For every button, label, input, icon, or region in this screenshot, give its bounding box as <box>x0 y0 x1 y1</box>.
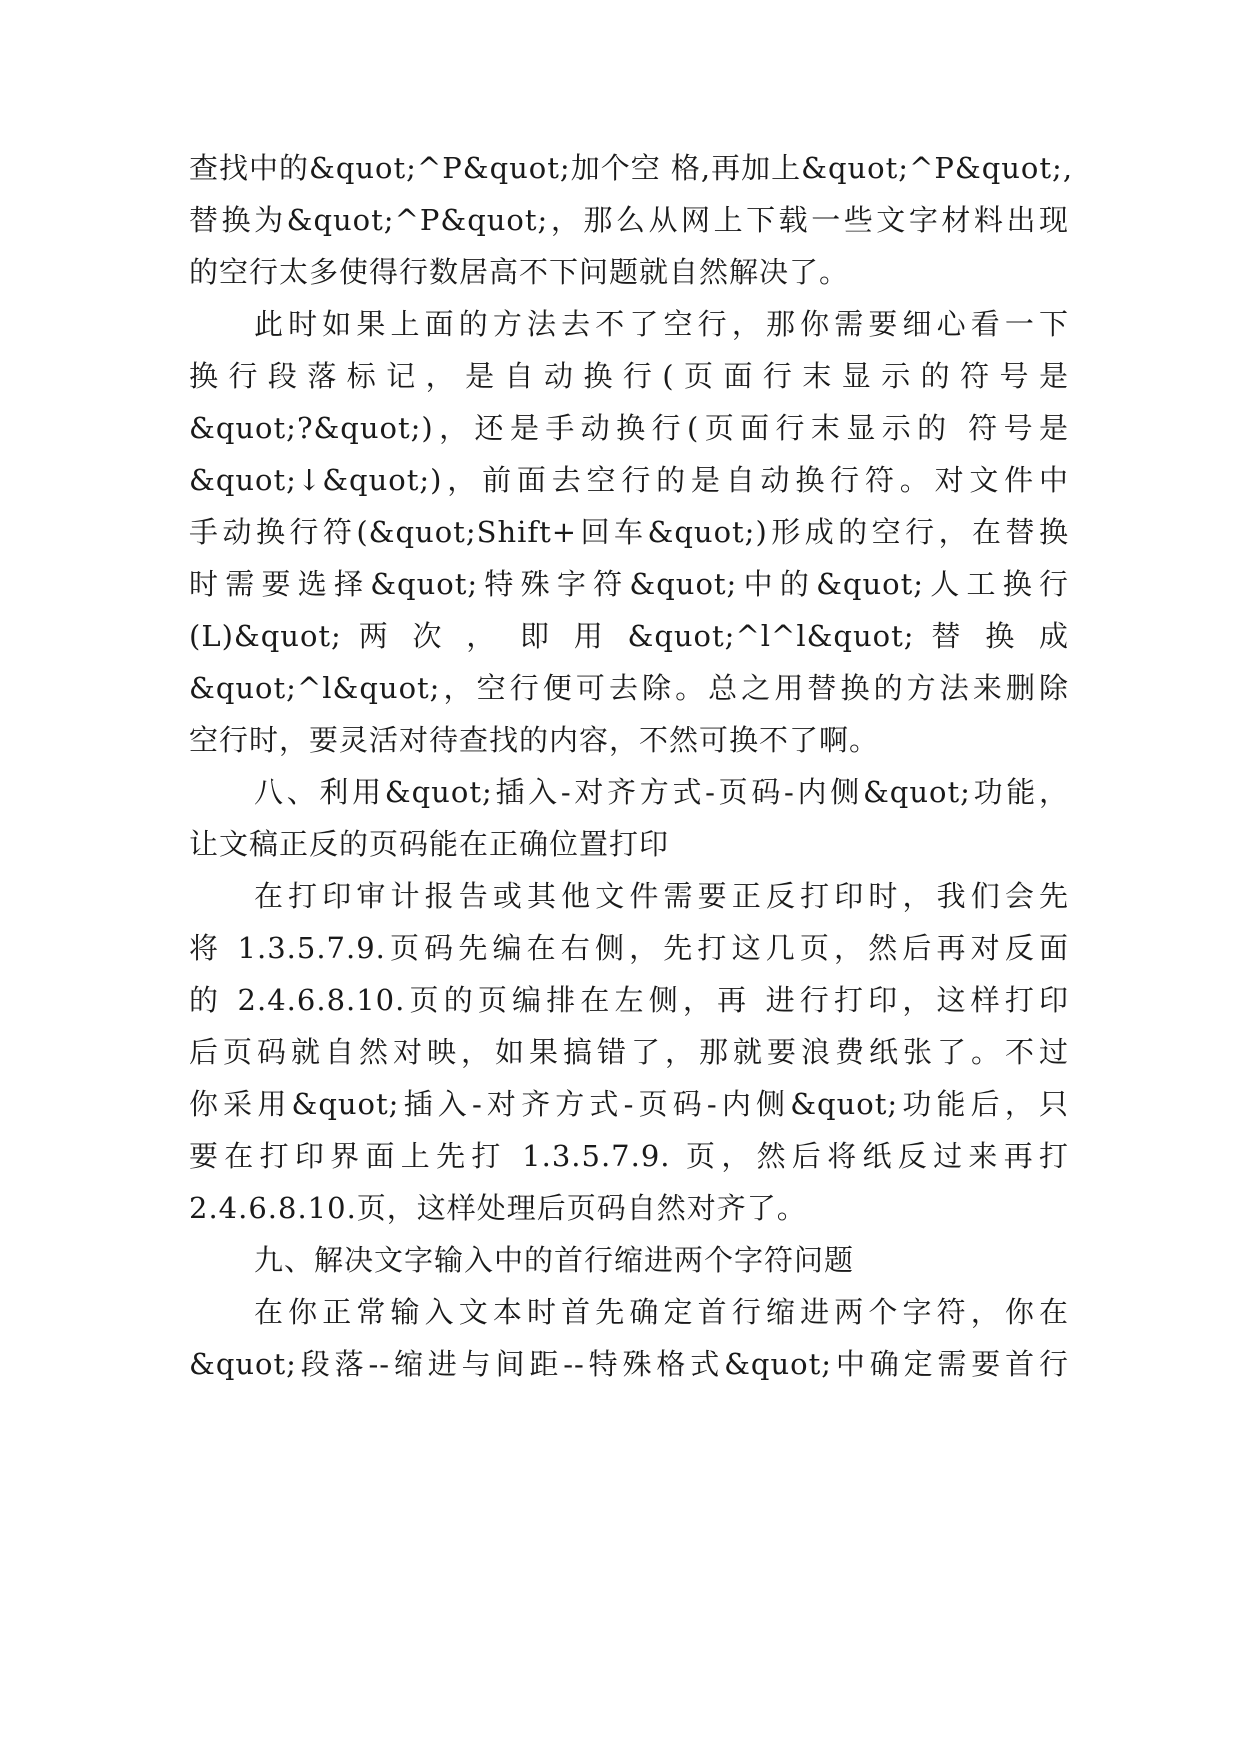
text-line: 的 2.4.6.8.10.页的页编排在左侧，再 进行打印，这样打印 <box>189 983 1069 1017</box>
text-line: 后页码就自然对映，如果搞错了，那就要浪费纸张了。不过 <box>189 1035 1069 1069</box>
text-line: &quot;段落--缩进与间距--特殊格式&quot;中确定需要首行 <box>189 1347 1069 1381</box>
section-heading-9: 九、解决文字输入中的首行缩进两个字符问题 <box>254 1243 855 1277</box>
text-line: 换行段落标记，是自动换行(页面行末显示的符号是 <box>189 359 1069 393</box>
paragraph-first-line: 此时如果上面的方法去不了空行，那你需要细心看一下 <box>254 307 1069 341</box>
paragraph-first-line: 在打印审计报告或其他文件需要正反打印时，我们会先 <box>254 879 1069 913</box>
text-line: 空行时，要灵活对待查找的内容，不然可换不了啊。 <box>189 723 880 757</box>
section-heading-8-continued: 让文稿正反的页码能在正确位置打印 <box>189 827 670 861</box>
text-line: 时需要选择&quot;特殊字符&quot;中的&quot;人工换行 <box>189 567 1069 601</box>
paragraph-first-line: 在你正常输入文本时首先确定首行缩进两个字符，你在 <box>254 1295 1069 1329</box>
text-line: 将 1.3.5.7.9.页码先编在右侧，先打这几页，然后再对反面 <box>189 931 1069 965</box>
text-line: 2.4.6.8.10.页，这样处理后页码自然对齐了。 <box>189 1191 807 1225</box>
text-line: &quot;^l&quot;，空行便可去除。总之用替换的方法来删除 <box>189 671 1069 705</box>
text-line: 你采用&quot;插入-对齐方式-页码-内侧&quot;功能后，只 <box>189 1087 1069 1121</box>
text-line: 的空行太多使得行数居高不下问题就自然解决了。 <box>189 255 850 289</box>
text-line: 要在打印界面上先打 1.3.5.7.9. 页，然后将纸反过来再打 <box>189 1139 1069 1173</box>
text-line: &quot;?&quot;)，还是手动换行(页面行末显示的 符号是 <box>189 411 1069 445</box>
text-line: (L)&quot; 两 次 ， 即 用 &quot;^l^l&quot; 替 换 成 <box>189 619 1069 653</box>
text-line: 手动换行符(&quot;Shift+回车&quot;)形成的空行，在替换 <box>189 515 1069 549</box>
text-line: &quot;↓&quot;)，前面去空行的是自动换行符。对文件中 <box>189 463 1069 497</box>
text-line: 查找中的&quot;^P&quot;加个空 格,再加上&quot;^P&quot;, <box>189 151 1074 185</box>
section-heading-8: 八、利用&quot;插入-对齐方式-页码-内侧&quot;功能， <box>254 775 1069 809</box>
text-line: 替换为&quot;^P&quot;，那么从网上下载一些文字材料出现 <box>189 203 1069 237</box>
